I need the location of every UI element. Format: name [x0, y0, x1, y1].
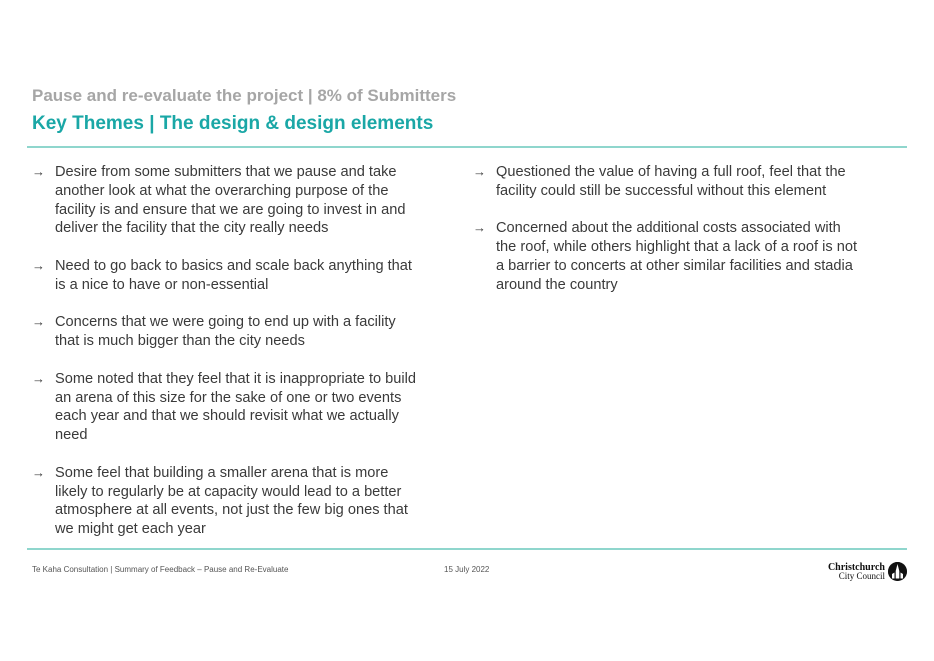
arrow-right-icon: →	[32, 370, 45, 386]
arrow-right-icon: →	[473, 164, 486, 179]
footer-document-title: Te Kaha Consultation | Summary of Feedback – Pause and Re-Evaluate	[32, 565, 289, 574]
bullet-item	[473, 219, 863, 294]
bullet-text: Desire from some submitters that we pause and take another look at what the overarching purpose of the facility is and ensure that we are going to invest in and deliver the facility that the city really needs	[55, 164, 406, 237]
arrow-right-icon: →	[32, 164, 45, 179]
logo-line-2: City Council	[838, 570, 885, 581]
bullet-text: Need to go back to basics and scale back anything that is a nice to have or non-essential	[55, 257, 412, 293]
arrow-right-icon: →	[32, 464, 45, 480]
cathedral-emblem-icon	[888, 562, 907, 581]
page-supertitle: Pause and re-evaluate the project | 8% of Submitters	[32, 86, 457, 105]
bullet-item	[32, 163, 422, 238]
bullet-item	[32, 257, 422, 295]
bullet-item	[32, 464, 422, 539]
arrow-right-icon: →	[32, 257, 45, 273]
right-bullet-list	[473, 163, 863, 313]
footer-divider	[27, 548, 907, 550]
arrow-right-icon: →	[473, 220, 486, 236]
page-title: Key Themes | The design & design elements	[32, 113, 434, 134]
bullet-text: Some feel that building a smaller arena that is more likely to regularly be at capacity would lead to a better atmosphere at all events, not just the few big ones that we might get each year	[55, 464, 408, 538]
bullet-text: Questioned the value of having a full roof, feel that the facility could still be successful without this element	[496, 164, 846, 199]
council-logo	[828, 562, 907, 581]
bullet-item	[473, 163, 863, 201]
logo-line-1: Christchurch	[827, 561, 885, 573]
footer-date: 15 July 2022	[444, 565, 490, 574]
bullet-item	[32, 370, 422, 445]
header-divider	[27, 146, 907, 148]
bullet-text: Some noted that they feel that it is inappropriate to build an arena of this size for the sake of one or two events each year and that we should revisit what we actually need	[55, 370, 417, 444]
bullet-text: Concerned about the additional costs associated with the roof, while others highlight that a lack of a roof is not a barrier to concerts at other similar facilities and stadia around the country	[496, 220, 857, 293]
logo-wordmark	[828, 563, 885, 581]
left-bullet-list	[32, 163, 422, 558]
arrow-right-icon: →	[32, 314, 45, 330]
bullet-text: Concerns that we were going to end up with a facility that is much bigger than the city needs	[55, 314, 396, 350]
bullet-item	[32, 313, 422, 351]
